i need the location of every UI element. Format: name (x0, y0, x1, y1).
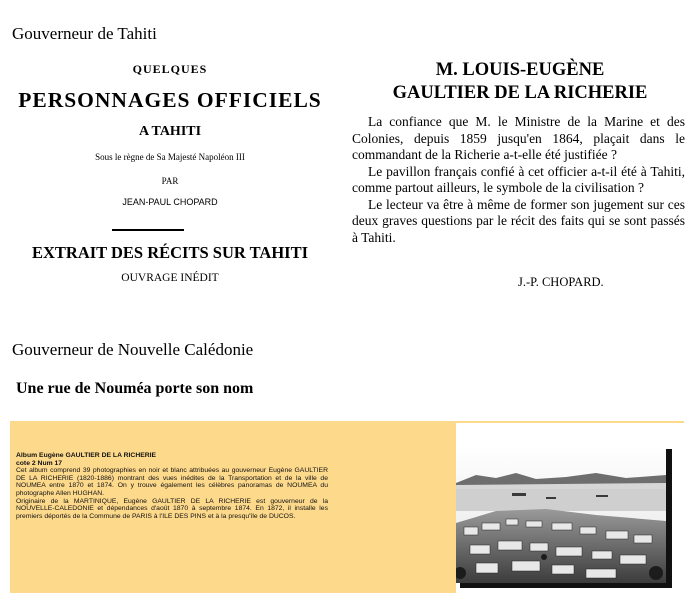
title-page-rule (112, 229, 184, 231)
section-title-tahiti: Gouverneur de Tahiti (12, 24, 157, 43)
article-paragraph: Le lecteur va être à même de former son jugement sur ces deux graves questions par le récit des faits qui se sont passés à Tahiti. (352, 196, 685, 245)
article-heading-line2: GAULTIER DE LA RICHERIE (392, 83, 648, 103)
article-paragraph: La confiance que M. le Ministre de la Marine et des Colonies, depuis 1859 jusqu'en 1864, plaçait dans le commandant de la Richerie a-t-elle été justifiée ? (352, 114, 685, 162)
album-ref: cote 2 Num 17 (16, 459, 63, 467)
article-paragraph: Le pavillon français confié à cet officier a-t-il été à Tahiti, comme partout ailleurs, le symbole de la civilisation ? (352, 163, 685, 195)
title-page-line5: PAR (161, 176, 179, 186)
title-page-line1: QUELQUES (132, 62, 208, 76)
title-page-extract: EXTRAIT DES RÉCITS SUR TAHITI (31, 243, 308, 262)
title-page-line3: A TAHITI (138, 124, 202, 139)
album-title: Album Eugène GAULTIER DE LA RICHERIE (16, 452, 157, 459)
album-caption (16, 452, 328, 520)
title-page-unpublished: OUVRAGE INÉDIT (121, 272, 219, 284)
section-title-caledonie: Gouverneur de Nouvelle Calédonie (12, 340, 254, 359)
article-body (352, 114, 685, 246)
title-page-author: JEAN-PAUL CHOPARD (122, 197, 218, 207)
album-paragraph-2: Originaire de la MARTINIQUE, Eugène GAULTIER DE LA RICHERIE est gouverneur de la NOUVELLE-CALEDONIE et dépendances d'août 1870 à septembre 1874. En 1872, il installe les premiers déportés de la Commune de PARIS à l'ILE DES PINS et à la presqu'île de DUCOS. (16, 497, 328, 520)
title-page-line4: Sous le règne de Sa Majesté Napoléon III (95, 152, 245, 162)
article-heading-line1: M. LOUIS-EUGÈNE (435, 60, 605, 80)
caledonie-subtitle: Une rue de Nouméa porte son nom (16, 380, 254, 397)
title-page-line2: PERSONNAGES OFFICIELS (18, 88, 322, 112)
noumea-photo (456, 423, 684, 593)
article-signature: J.-P. CHOPARD. (518, 275, 604, 289)
album-paragraph-1: Cet album comprend 39 photographies en noir et blanc attribuées au gouverneur Eugène GAULTIER DE LA RICHERIE (1820-1886) montrant des vues inédites de la Transportation et de la ville de NOUMEA entre 1870 et 1874. On y trouve également les célèbres panoramas de NOUMEA du photographe Allen HUGHAN. (16, 467, 328, 497)
noumea-photo-image (456, 423, 684, 593)
